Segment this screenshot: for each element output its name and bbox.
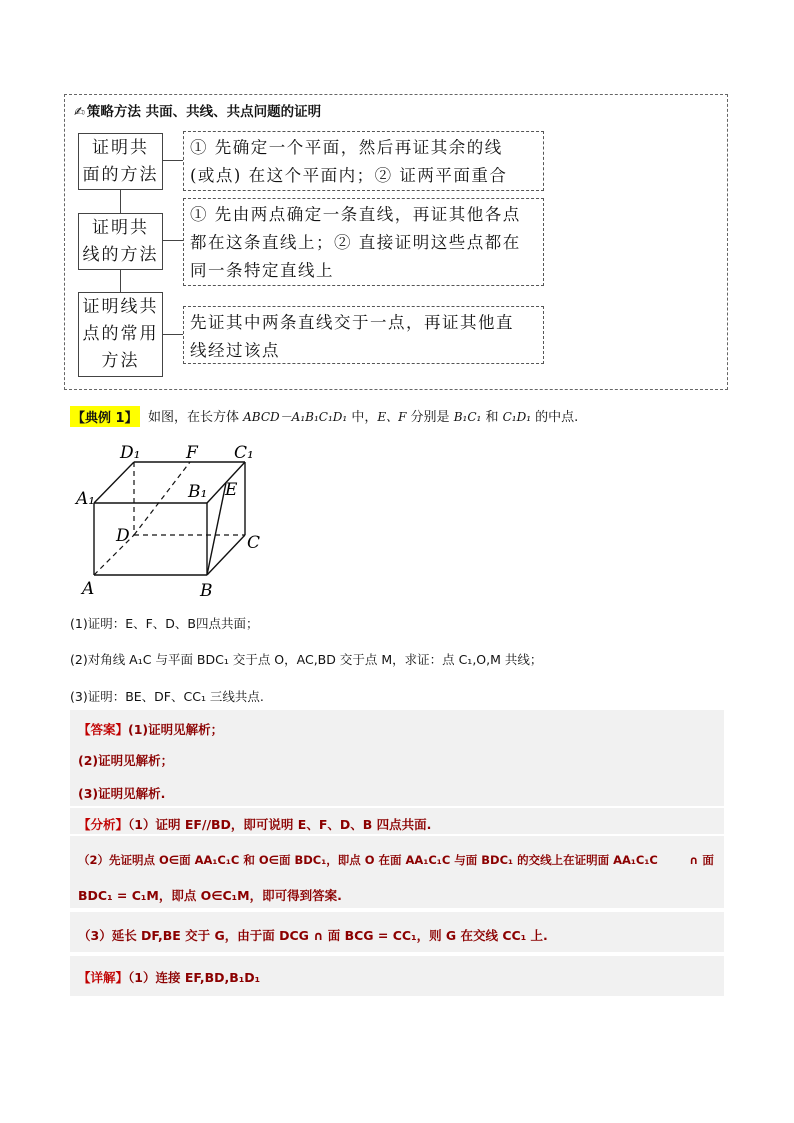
analysis-line-2a-tail: ∩ 面 [689, 853, 714, 867]
answer-line-1: 【答案】(1)证明见解析； [78, 722, 224, 737]
connector-line [163, 160, 183, 161]
edge-a1-d1 [94, 462, 134, 503]
connector-line [120, 187, 121, 213]
label-c1: C₁ [234, 443, 254, 463]
pen-icon: ✍ [74, 105, 85, 120]
label-coplanar: 证明共 面的方法 [78, 133, 163, 190]
label-d: D [116, 526, 130, 546]
desc-coplanar: ① 先确定一个平面，然后再证其余的线 (或点) 在这个平面内；② 证两平面重合 [183, 131, 544, 191]
desc-collinear: ① 先由两点确定一条直线，再证其他各点 都在这条直线上；② 直接证明这些点都在 同一条特定直线上 [183, 198, 544, 286]
example-text: 如图，在长方体 ABCD－A₁B₁C₁D₁ 中，E、F 分别是 B₁C₁ 和 C₁D₁ 的中点. [148, 410, 579, 425]
label-b: B [200, 581, 213, 601]
label-concurrent: 证明线共 点的常用 方法 [78, 292, 163, 377]
analysis-line-2a: （2）先证明点 O∈面 AA₁C₁C 和 O∈面 BDC₁，即点 O 在面 AA₁C₁C 与面 BDC₁ 的交线上在证明面 AA₁C₁C [78, 853, 658, 867]
question-1: (1)证明：E、F、D、B四点共面； [70, 616, 259, 631]
segment-be [207, 483, 226, 575]
answer-line-3: (3)证明见解析. [78, 786, 166, 801]
analysis-line-1: 【分析】（1）证明 EF//BD，即可说明 E、F、D、B 四点共面. [78, 817, 432, 832]
analysis-line-3: （3）延长 DF,BE 交于 G，由于面 DCG ∩ 面 BCG = CC₁，则 G 在交线 CC₁ 上. [78, 928, 548, 943]
strategy-title: ✍ 策略方法 共面、共线、共点问题的证明 [74, 104, 322, 120]
label-a: A [82, 579, 95, 599]
connector-line [120, 270, 121, 292]
label-b1: B₁ [188, 482, 208, 502]
detail-line: 【详解】（1）连接 EF,BD,B₁D₁ [78, 970, 261, 985]
analysis-line-2b: BDC₁ = C₁M，即点 O∈C₁M，即可得到答案. [78, 888, 342, 903]
label-d1: D₁ [120, 443, 141, 463]
segment-df [134, 462, 190, 535]
cuboid-figure [70, 440, 270, 605]
connector-line [163, 334, 183, 335]
example-tag: 【典例 1】 [70, 406, 140, 427]
label-f: F [186, 443, 198, 463]
label-e: E [225, 480, 238, 500]
edge-b-c [207, 535, 245, 575]
connector-line [163, 240, 183, 241]
answer-line-2: (2)证明见解析； [78, 753, 174, 768]
desc-concurrent: 先证其中两条直线交于一点，再证其他直 线经过该点 [183, 306, 544, 364]
label-collinear: 证明共 线的方法 [78, 213, 163, 270]
label-a1: A₁ [76, 489, 96, 509]
label-c: C [247, 533, 261, 553]
question-2: (2)对角线 A₁C 与平面 BDC₁ 交于点 O，AC,BD 交于点 M，求证：点 C₁,O,M 共线； [70, 652, 543, 667]
question-3: (3)证明：BE、DF、CC₁ 三线共点. [70, 689, 264, 704]
